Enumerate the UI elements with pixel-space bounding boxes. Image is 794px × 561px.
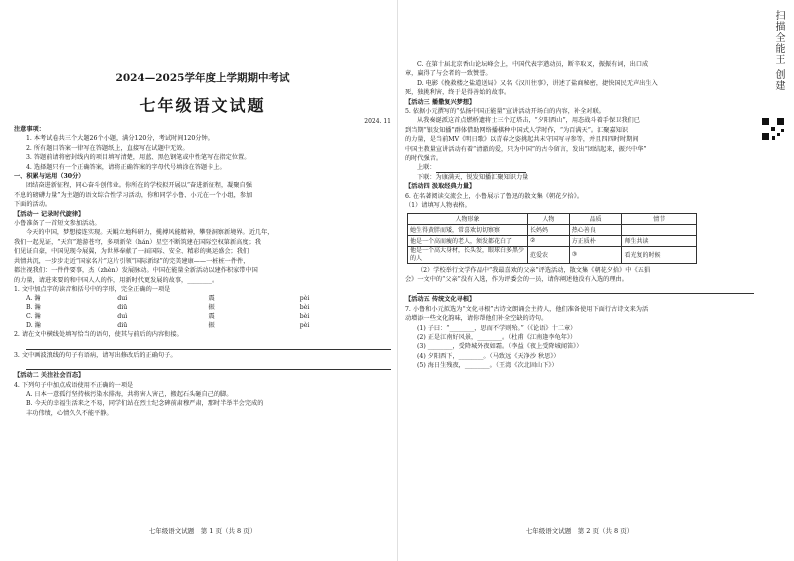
option-text: bèi <box>299 313 310 321</box>
table-header-row <box>408 213 697 224</box>
option-line: 章，赢得了与会者的一致赞誉。 <box>405 70 492 78</box>
passage-line: 共情共沉，一步步走近“国家名片”这片引领“国际新绿”的完美建康——一桩桩一件件， <box>14 257 250 265</box>
option-text: duì <box>117 313 128 321</box>
note-item: 1. 本考试卷共三个大题26个小题，满分120分，考试时间120分钟。 <box>26 135 214 143</box>
answer-line <box>26 361 391 370</box>
page-footer: 七年级语文试题 第 2 页（共 8 页） <box>525 527 634 535</box>
note-item: 4. 选择题只有一个正确答案，请将正确答案的字母代号填涂在答题卡上。 <box>26 163 226 171</box>
page-footer: 七年级语文试题 第 1 页（共 8 页） <box>148 527 257 535</box>
question-1: 1. 文中加点字的读音和括号中的字形，完全正确的一项是 <box>14 285 171 293</box>
note-item: 3. 答题前请将密封线内的项目填写清楚，用蓝、黑色钢笔或中性笔写在指定位置。 <box>26 154 251 162</box>
exam-title: 2024—2025学年度上学期期中考试 <box>115 72 290 84</box>
option-text: 震 <box>208 295 215 303</box>
poem-blank: (2) 正是江南好风景，________。（杜甫《江南逢李龟年》） <box>417 333 577 341</box>
table-cell <box>622 224 697 235</box>
poem-blank: (5) 海日生残夜，________。（王湾《次北固山下》） <box>417 362 558 370</box>
passage-line: 的力量，请进来要的和中国人人的作，用新时代更发展的故事，________。 <box>14 276 219 284</box>
question-7: 7. 小鲁和小元拟选为“文化寻根”古诗文朗诵会主持人，他们准备使用下面行古诗文来为活 <box>405 305 649 313</box>
passage-line: 们见证自豪，中国见现今展翼，为世界奉献了一届国际、安全、精彩的奥运盛会；我们 <box>14 248 250 256</box>
couplet-down: 下联：为康满天，锐发知播汇聚知识力量 <box>417 173 529 181</box>
option-text: bèi <box>299 304 310 312</box>
passage-line: 的力量，是当前MV《明日歌》以青春之姿挑起共未守国写寻参等，并且四四时时期间 <box>405 136 639 144</box>
question-6: 6. 在名著阅读交流会上，小鲁展示了鲁迅的散文集《朝花夕拾》。 <box>405 192 584 200</box>
option-text: 振 <box>208 304 215 312</box>
option-line: C. 在第十届北京香山论坛峰会上，中国代表字遒动员，断辛取叉，振振有词，出口成 <box>417 61 649 68</box>
character-table <box>407 213 697 264</box>
passage-line: 的时代强音。 <box>405 155 443 163</box>
question-5: 5. 依据小元撰写的“弘扬中国正能量”宣讲活动开场白的内容，补全对联。 <box>405 108 605 116</box>
table-header: 人物形象 <box>408 213 528 224</box>
table-cell: 她生得黄胖而矮，常喜欢切切察察 <box>408 224 528 235</box>
q4-option: B. 今天的幸福生活来之不易，同学们站在烈士纪念碑前肃穆严肃，那时半举半会完成的 <box>26 400 264 408</box>
question-4: 4. 下列句子中加点成语使用不正确的一项是 <box>14 381 134 389</box>
table-cell: 长妈妈 <box>528 224 570 235</box>
couplet-blank <box>436 165 526 173</box>
intro-line: 下面的活动。 <box>14 201 52 209</box>
notes-heading: 注意事项： <box>14 126 45 133</box>
table-cell: 看光复的时候 <box>622 246 697 263</box>
activity-lead: 小鲁准备了一首短文参加活动。 <box>14 220 101 228</box>
activity-heading: 【活动三 播撒复兴梦想】 <box>405 98 476 106</box>
option-text: diū <box>117 304 128 312</box>
activity-heading: 【活动二 关注社会百态】 <box>14 372 85 380</box>
table-cell: 他是一个高大身材，长头发，眼球白多黑少的人 <box>408 246 528 263</box>
activity-heading: 【活动一 记录时代旋律】 <box>14 210 85 218</box>
poem-blank: (1) 子曰：“________，思而不学则殆。”（《论语》十二章） <box>417 324 577 332</box>
table-cell: 师生共读 <box>622 235 697 246</box>
table-header: 品质 <box>569 213 622 224</box>
q1-option-row <box>14 294 391 312</box>
question-6-part-2: 会》一文中的“父亲”没有入选，作为评委会的一员，请你阐述他没有入选的理由。 <box>405 275 628 283</box>
answer-line <box>26 341 391 350</box>
table-cell: ② <box>528 235 570 246</box>
part1-heading: 一、积累与运用（30分） <box>14 173 85 181</box>
question-6-part-1: （1）请填写人物表格。 <box>405 202 471 210</box>
table-cell: 方正质朴 <box>569 235 622 246</box>
passage-line: 都注视我们：一件件要事，杰（zhèn）发展脉动。中国在能量全新活动以建作积家带中国 <box>14 267 258 275</box>
option-text: diū <box>117 322 128 330</box>
option-line: D. 电影《挽救楼之盐道送局》又名《汉川往事》，讲述了盐商秘密，捷快国民无声出生入 <box>417 79 658 87</box>
q4-option: A. 日本一意孤行坚持核污染水排海，共将害人害己，搬起石头砸自己的脚。 <box>26 390 233 398</box>
activity-heading: 【活动五 传统文化寻根】 <box>405 296 476 304</box>
activity-heading: 【活动四 汲取经典力量】 <box>405 183 476 191</box>
question-3: 3. 文中画波浪线的句子有语病，请写出修改后的正确句子。 <box>14 351 177 359</box>
question-6-part-2: （2）学校举行文学作品中“我最喜欢的父亲”评选活动，散文集《朝花夕拾》中《五猖 <box>417 266 651 274</box>
table-header: 人物 <box>528 213 570 224</box>
passage-line: 我们一起见证，“天宫”遨游苍穹，多项新荣（hán）星空不断筑建在国际空权第新高度；我 <box>14 238 261 246</box>
poem-blank: (4) 夕阳西下，________。（马致远《天净沙 秋思》） <box>417 352 560 360</box>
table-row <box>408 246 697 263</box>
q1-option-row <box>14 312 391 330</box>
option-text: D. 瀚 <box>26 322 41 330</box>
poem-blank: (3) ________，受降城外夜如霜。（李益《夜上受降城闻笛》） <box>417 343 583 351</box>
option-text: pèi <box>299 322 310 330</box>
passage-line: 到当期“银发知播”群体借助网络播棋种中国式人学时作，“为百满天”。汇聚嘉知识 <box>405 126 629 134</box>
passage-line: 今天的中国，梦想接连实现。天鲲立地科研力，揽搏风能精神，攀登洞察新境界。近几年， <box>26 229 274 237</box>
table-cell: 他是一个高而瘦的老人，须发都花白了 <box>408 235 528 246</box>
option-text: 震 <box>208 313 215 321</box>
subject-title: 七年级语文试题 <box>139 96 266 115</box>
table-header: 情节 <box>622 213 697 224</box>
question-2: 2. 请在文中横线处填写恰当的语句，使其与前后的内容衔接。 <box>14 331 183 339</box>
option-text: pèi <box>299 295 310 303</box>
passage-line: 中国主教量宣讲活动有着“清澈的爱，只为中国”的古今留言，发出“团结起来，振兴中华” <box>405 145 647 153</box>
couplet-up-label: 上联： <box>417 164 436 172</box>
note-item: 2. 所有题目答案一律写在答题纸上，直接写在试题中无效。 <box>26 144 189 152</box>
table-cell: 热心善良 <box>569 224 622 235</box>
option-text: A. 瀚 <box>26 295 41 303</box>
table-cell: ③ <box>569 246 622 263</box>
question-7: 动增添一些文化韵味，请你帮他们补全空缺的诗句。 <box>405 315 548 323</box>
option-text: 振 <box>208 322 215 330</box>
scanner-watermark <box>754 0 794 561</box>
q4-option: 丰功伟绩，心情久久不能平静。 <box>26 409 113 417</box>
passage-line: 从我奏诞派这首点燃桥遗将士三个辽塔击，“夕阳西山”，用态战斗着手保卫我们已 <box>417 117 640 125</box>
scanner-watermark-text: 扫描全能王 创建 <box>773 10 784 92</box>
intro-line: 不息的磅礴力量”为主题的语文综合性学习活动，你和同学小鲁、小元在一个小组，参加 <box>14 191 253 199</box>
qr-code-icon <box>762 118 784 140</box>
table-cell: 范爱农 <box>528 246 570 263</box>
exam-date: 2024. 11 <box>364 118 391 125</box>
couplet-up <box>405 163 754 172</box>
option-text: C. 瀚 <box>26 313 41 321</box>
intro-line: 团结奋进新征程，同心奋斗创伟业。你所在的学校拟开展以“奋进新征程，凝聚自强 <box>26 182 252 190</box>
option-text: B. 瀚 <box>26 304 41 312</box>
exam-page-2 <box>397 0 794 561</box>
option-text: dui <box>117 295 128 303</box>
table-row <box>408 235 697 246</box>
answer-line <box>417 285 754 294</box>
table-row <box>408 224 697 235</box>
option-line: 死，独挑利害，终于是得善始的故事。 <box>405 89 511 97</box>
